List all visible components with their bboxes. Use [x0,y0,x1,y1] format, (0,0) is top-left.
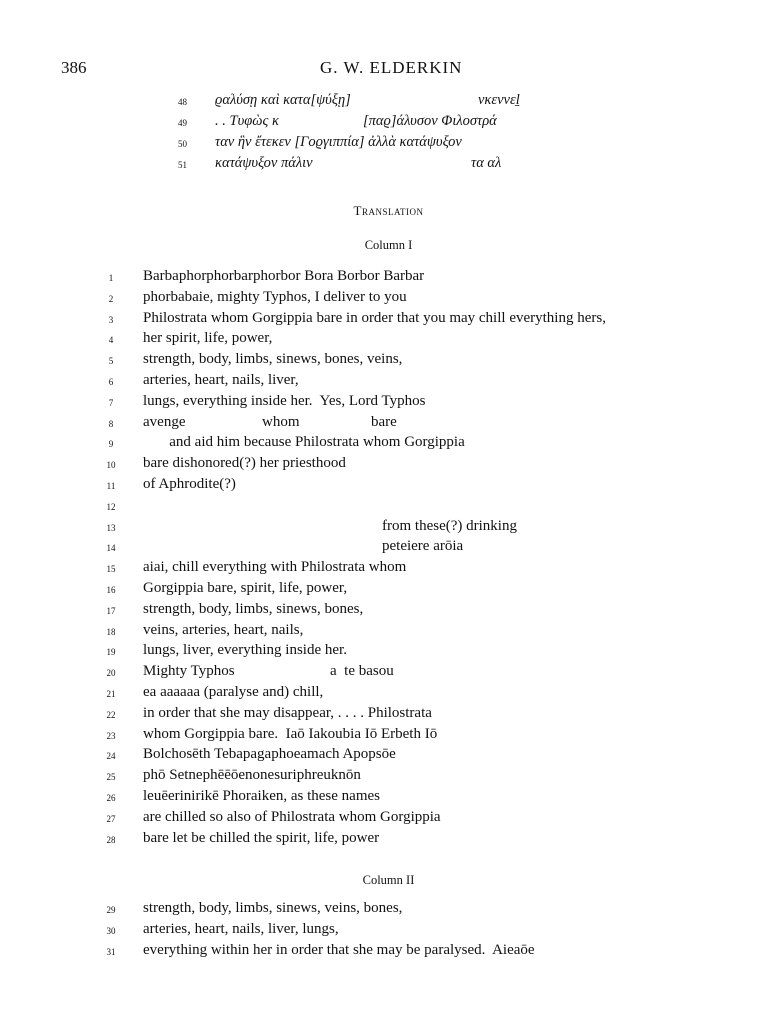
line-text: arteries, heart, nails, liver, [143,371,299,388]
line-number: 31 [106,946,116,957]
line-text: bare let be chilled the spirit, life, power [143,829,380,846]
line-number: 12 [106,501,116,512]
line-number: 51 [178,160,187,170]
line-number: 2 [108,293,114,304]
greek-text-middle: [παϱ]άλυσον Φιλοστρά [363,113,497,129]
section-title-translation: Translation [353,203,424,218]
greek-text-right: νκεννεḻ [478,92,520,108]
line-text: Barbaphorphorbarphorbor Bora Borbor Barbar [143,268,425,284]
line-text: avenge [143,413,186,430]
line-number: 27 [106,813,116,824]
text-line [0,580,777,601]
line-number: 8 [108,418,114,429]
line-number: 15 [106,564,116,575]
text-line [0,642,777,663]
line-number: 5 [108,356,114,367]
greek-text-block [0,92,777,176]
line-number: 29 [106,905,116,915]
line-text: are chilled so also of Philostrata whom Gorgippia [143,808,441,825]
line-text: whom Gorgippia bare. Iaō Iakoubia Iō Erbeth Iō [143,725,438,742]
line-text: Mighty Typhos [143,663,235,680]
line-text: arteries, heart, nails, liver, lungs, [143,920,339,937]
line-text: strength, body, limbs, sinews, veins, bones, [143,900,403,916]
line-number: 14 [106,543,116,554]
text-line [0,622,777,643]
line-text: phō Setnephēēōenonesuriphreuknōn [143,767,361,784]
text-line [0,538,777,559]
text-line [0,434,777,455]
text-line [0,268,777,289]
text-line [0,746,777,767]
line-number: 10 [106,460,116,471]
greek-line [0,155,777,176]
line-text: aiai, chill everything with Philostrata whom [143,559,407,576]
line-text: lungs, liver, everything inside her. [143,642,347,659]
line-text-fragment: bare [371,413,397,430]
greek-line [0,92,777,113]
page-number: 386 [61,58,87,77]
text-line [0,942,777,963]
column-heading: Column II [362,873,415,887]
line-text: strength, body, limbs, sinews, bones, [143,600,364,617]
line-number: 25 [106,772,116,783]
text-line [0,414,777,435]
text-line [0,900,777,921]
line-number: 50 [178,139,187,149]
line-text: Philostrata whom Gorgippia bare in order that you may chill everything hers, [143,309,606,326]
line-text-fragment: whom [262,413,300,430]
text-line [0,830,777,851]
line-text: Gorgippia bare, spirit, life, power, [143,579,348,596]
text-line [0,372,777,393]
line-number: 24 [106,751,116,762]
text-line [0,476,777,497]
text-line [0,559,777,580]
line-text-fragment: from these(?) drinking [382,517,517,534]
text-line [0,601,777,622]
greek-line [0,113,777,134]
text-line [0,351,777,372]
line-text: strength, body, limbs, sinews, bones, veins, [143,351,403,368]
column-2-lines [0,900,777,962]
greek-text-right: τα αλ [471,155,502,171]
text-line [0,921,777,942]
line-text-fragment: peteiere arōia [382,538,464,555]
line-number: 7 [108,397,114,408]
text-line [0,788,777,809]
text-line [0,726,777,747]
line-number: 17 [106,605,116,616]
column-1-lines [0,268,777,850]
line-number: 28 [106,834,116,845]
line-text: phorbabaie, mighty Typhos, I deliver to you [143,288,407,305]
text-line [0,330,777,351]
line-number: 11 [106,480,116,491]
line-number: 16 [106,584,116,595]
text-line [0,705,777,726]
greek-text: . . Τυφὼς κ [215,113,279,129]
line-number: 49 [178,118,187,128]
line-number: 13 [106,522,116,533]
line-number: 26 [106,792,116,803]
line-text: her spirit, life, power, [143,330,273,347]
line-text: lungs, everything inside her. Yes, Lord Typhos [143,392,426,409]
line-text: ea aaaaaa (paralyse and) chill, [143,683,324,700]
line-number: 6 [108,376,114,387]
text-line [0,289,777,310]
line-text: and aid him because Philostrata whom Gorgippia [143,434,465,451]
line-number: 22 [106,709,116,720]
line-number: 21 [106,688,116,699]
line-text: leuēerinirikē Phoraiken, as these names [143,787,380,804]
line-number: 1 [108,273,114,283]
line-number: 9 [108,439,114,450]
text-line [0,518,777,539]
text-line [0,497,777,518]
line-number: 3 [108,314,114,325]
line-number: 23 [106,730,116,741]
line-text: Bolchosēth Tebapagaphoeamach Apopsōe [143,746,396,763]
greek-text: ϱαλύσῃ καὶ κατα[ψύξῃ] [215,92,351,108]
running-head: G. W. ELDERKIN [320,58,463,77]
greek-line [0,134,777,155]
line-text: veins, arteries, heart, nails, [143,621,304,638]
line-number: 30 [106,925,116,936]
line-text: in order that she may disappear, . . . . Philostrata [143,704,432,721]
line-number: 4 [108,335,114,346]
line-number: 19 [106,647,116,658]
line-text: bare dishonored(?) her priesthood [143,455,346,472]
line-number: 48 [178,97,187,107]
text-line [0,310,777,331]
line-text: everything within her in order that she may be paralysed. Aieaōe [143,941,535,958]
line-text-fragment: a te basou [330,663,394,680]
line-number: 20 [106,668,116,679]
line-number: 18 [106,626,116,637]
text-line [0,767,777,788]
text-line [0,455,777,476]
text-line [0,684,777,705]
greek-text: κατάψυξον πάλιν [215,155,313,171]
text-line [0,663,777,684]
text-line [0,393,777,414]
text-line [0,809,777,830]
line-text: of Aphrodite(?) [143,475,236,492]
column-heading: Column I [364,238,413,252]
greek-text: ταν ἣν ἔτεκεν [Γοϱγιππία] ἀλλὰ κατάψυξον [215,134,462,150]
